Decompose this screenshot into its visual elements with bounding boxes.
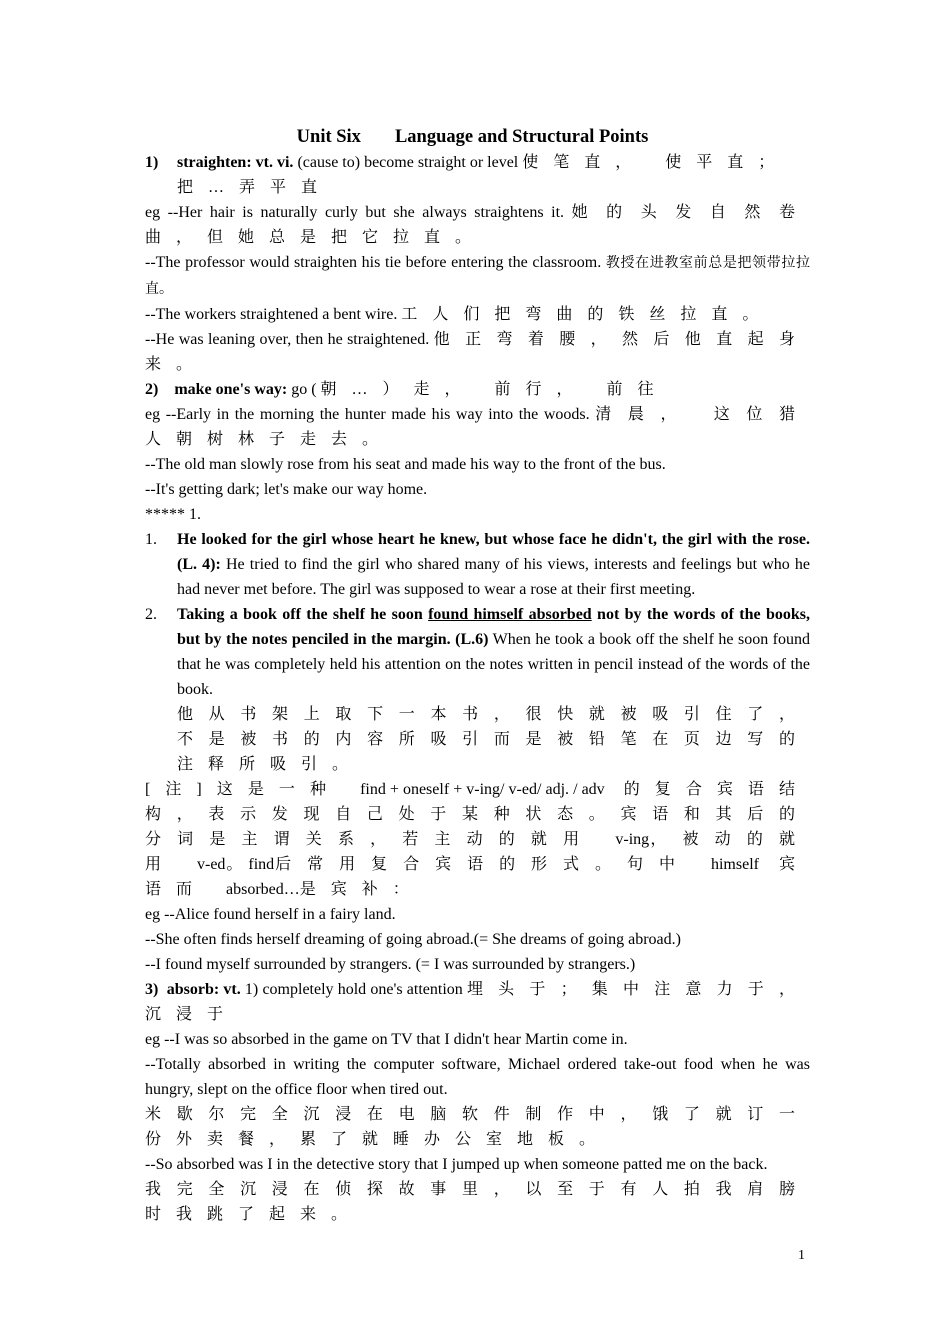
page-title [135, 124, 810, 150]
example: --The workers straightened a bent wire. 工人们把弯曲的铁丝拉直。 [145, 306, 774, 323]
example: --Totally absorbed in writing the computer software, Michael ordered take-out food when he was hungry, slept on the office floor when tired out. [145, 1056, 810, 1098]
example: eg --I was so absorbed in the game on TV that I didn't hear Martin come in. [145, 1031, 628, 1048]
document-body [145, 124, 810, 1227]
example: --It's getting dark; let's make our way home. [145, 481, 428, 498]
example: --He was leaning over, then he straightened. 他正弯着腰，然后他直起身来。 [145, 331, 810, 373]
example: --So absorbed was I in the detective story that I jumped up when someone patted me on the back. [145, 1156, 768, 1173]
example: --I found myself surrounded by strangers. (= I was surrounded by strangers.) [145, 956, 636, 973]
example: --She often finds herself dreaming of going abroad.(= She dreams of going abroad.) [145, 931, 681, 948]
grammar-note: [注]这是一种 find + oneself + v-ing/ v-ed/ adj. / adv 的复合宾语结构，表示发现自己处于某种状态。宾语和其后的分词是主谓关系，若主动的就用 v-ing，被动的就用 v-ed。 find后常用复合宾语的形式。句中 himself 宾语而 absorbed…是宾补： [145, 781, 810, 898]
example: eg --Early in the morning the hunter made his way into the woods. 清晨， 这位猎人朝树林子走去。 [145, 406, 810, 448]
example: eg --Her hair is naturally curly but she always straightens it. 她的头发自然卷曲，但她总是把它拉直。 [145, 204, 810, 246]
entry-absorb: 3) absorb: vt. 1) completely hold one's attention 埋头于；集中注意力于，沉浸于 [145, 981, 810, 1023]
example: eg --Alice found herself in a fairy land. [145, 906, 396, 923]
entry-head: absorb: vt. [166, 981, 241, 998]
page-number: 1 [798, 1248, 805, 1263]
example: --The professor would straighten his tie before entering the classroom. 教授在进教室前总是把领带拉拉直。 [145, 254, 811, 297]
translation: 我完全沉浸在侦探故事里，以至于有人拍我肩膀时我跳了起来。 [145, 1181, 810, 1223]
list-item: 2. Taking a book off the shelf he soon found himself absorbed not by the words of the books, but by the notes penciled in the margin. (L.6) When he took a book off the shelf he soon found that he was completely held his attention on the notes written in pencil instead of the words of the book. [145, 606, 811, 698]
entry-head: straighten: vt. vi. [177, 154, 294, 171]
entry-head: make one's way: [174, 381, 288, 398]
list-item: 1. He looked for the girl whose heart he knew, but whose face he didn't, the girl with the rose. (L. 4): He tried to find the girl who shared many of his views, interests and feelings but who he had never met before. The girl was supposed to wear a rose at their first meeting. [145, 531, 811, 598]
translation: 他从书架上取下一本书，很快就被吸引住了，不是被书的内容所吸引而是被铅笔在页边写的注释所吸引。 [177, 706, 810, 773]
entry-straighten: 1) straighten: vt. vi. (cause to) become straight or level 使笔直， 使平直； 把…弄平直 [145, 154, 790, 196]
entry-make-ones-way: 2) make one's way: go ( 朝…）走， 前行， 前往 [145, 381, 669, 398]
title-unit: Unit Six [296, 127, 361, 147]
title-heading: Language and Structural Points [394, 127, 649, 147]
translation: 米歇尔完全沉浸在电脑软件制作中，饿了就订一份外卖餐，累了就睡办公室地板。 [145, 1106, 810, 1148]
underlined-phrase: found himself absorbed [428, 606, 592, 623]
section-marker: ***** 1. [145, 506, 201, 523]
example: --The old man slowly rose from his seat and made his way to the front of the bus. [145, 456, 666, 473]
